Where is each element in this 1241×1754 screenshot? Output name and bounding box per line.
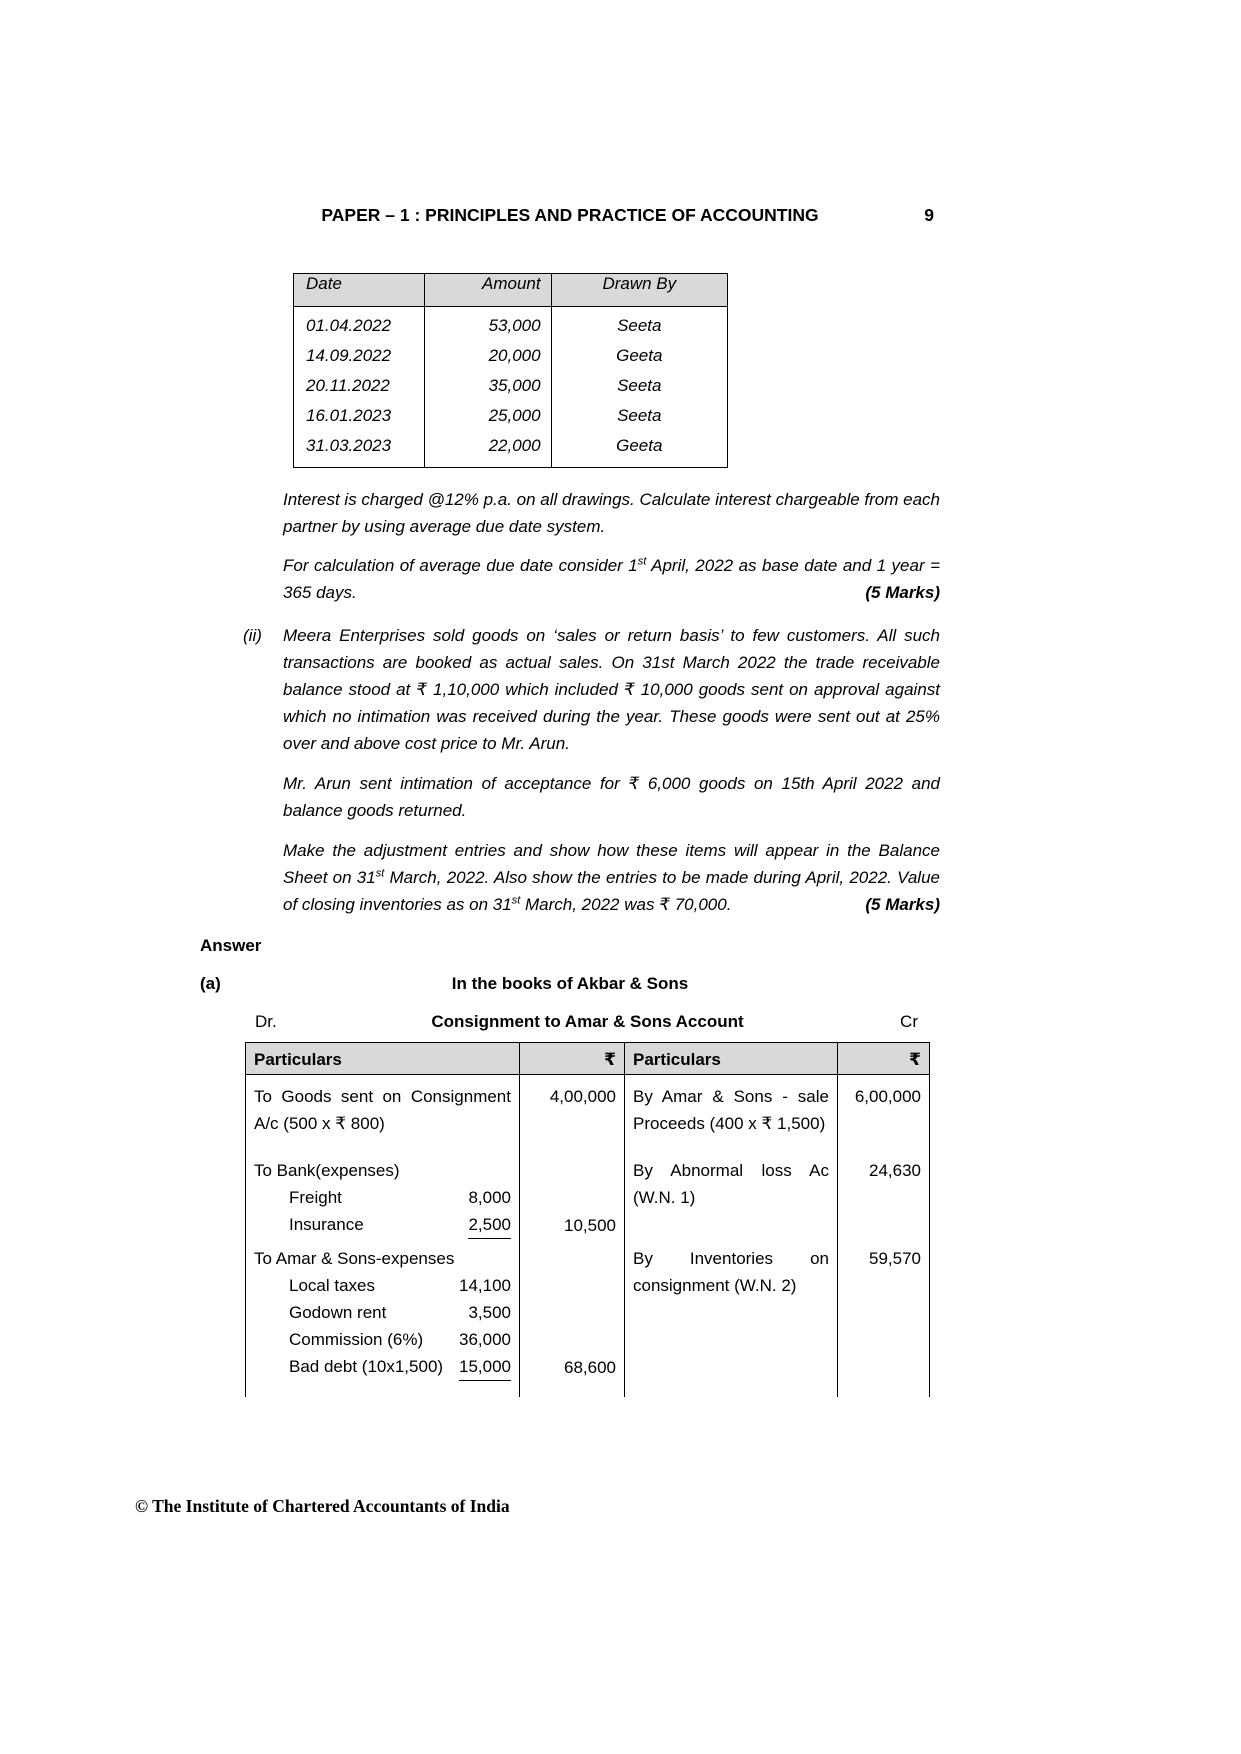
page-title: PAPER – 1 : PRINCIPLES AND PRACTICE OF ACCOUNTING [321,205,819,225]
credit-particulars: By Amar & Sons - sale Proceeds (400 x ₹ 1,500) [625,1075,838,1137]
amount-cell: 35,000 [488,376,541,395]
question-i-paragraph-2 [283,552,940,606]
credit-amount: 6,00,000 [838,1075,930,1137]
question-ii-paragraph-3 [283,837,940,918]
debit-sub-item [254,1299,511,1326]
paragraph-text: For calculation of average due date consider 1 [283,556,638,575]
account-row-1 [245,1075,930,1137]
question-ii-number: (ii) [243,626,262,645]
sub-item-name: Freight [289,1188,342,1207]
debit-line: To Bank(expenses) [254,1161,400,1180]
answer-part-row [200,974,940,998]
debit-line: To Amar & Sons-expenses [254,1249,455,1268]
account-table-header [245,1042,930,1075]
cr-label: Cr [900,1012,918,1031]
debit-amount-wrap [520,1137,625,1239]
debit-sub-item [254,1184,511,1211]
sub-item-value: 2,500 [468,1211,511,1239]
marks-label: (5 Marks) [865,583,940,602]
debit-amount: 10,500 [564,1216,616,1235]
paragraph-text: Make the adjustment entries and show how these items will appear in the Balance Sheet on 31 [283,841,940,887]
date-cell: 14.09.2022 [306,346,392,365]
date-cell: 20.11.2022 [306,376,390,395]
amount-cell: 22,000 [488,436,541,455]
superscript: st [637,555,647,568]
date-cell: 16.01.2023 [306,406,392,425]
debit-amount: 68,600 [564,1358,616,1377]
marks-label: (5 Marks) [865,895,940,914]
part-a-label: (a) [200,974,221,993]
debit-sub-item [254,1211,511,1239]
header-rupee-credit: ₹ [838,1042,930,1075]
debit-amount-wrap [520,1239,625,1397]
account-row-3 [245,1239,930,1397]
col-header-amount: Amount [424,274,551,307]
credit-amount: 59,570 [838,1239,930,1397]
debit-sub-item [254,1326,511,1353]
header-rupee-debit: ₹ [520,1042,625,1075]
page-content [200,205,940,1397]
account-title-row [245,1012,930,1036]
drawn-by-cell: Geeta [616,346,663,365]
question-ii-paragraph-2: Mr. Arun sent intimation of acceptance for ₹ 6,000 goods on 15th April 2022 and balance goods returned. [283,774,940,820]
superscript: st [375,867,385,880]
header-particulars-debit: Particulars [245,1042,520,1075]
drawn-by-cell: Seeta [617,316,662,335]
page-number: 9 [924,205,934,225]
debit-sub-item [254,1272,511,1299]
header-particulars-credit: Particulars [625,1042,838,1075]
credit-particulars: By Abnormal loss Ac (W.N. 1) [625,1137,838,1239]
amount-cell: 53,000 [488,316,541,335]
books-title: In the books of Akbar & Sons [451,974,689,993]
sub-item-name: Commission (6%) [289,1330,424,1349]
copyright-footer: © The Institute of Chartered Accountants of India [135,1496,510,1516]
drawn-by-cell: Geeta [616,436,663,455]
superscript: st [511,894,521,907]
sub-item-name: Local taxes [289,1276,375,1295]
amount-cell: 25,000 [488,406,541,425]
sub-item-name: Bad debt (10x1,500) [289,1357,444,1376]
account-title: Consignment to Amar & Sons Account [431,1012,744,1031]
page-header [200,205,940,229]
debit-sub-item [254,1353,511,1381]
sub-item-value: 36,000 [459,1330,511,1349]
paragraph-text: April, 2022 as base date and 1 year = 365 days. [283,556,940,602]
account-row-2 [245,1137,930,1239]
drawings-table-header [294,274,728,307]
question-ii-body [283,622,940,918]
debit-particulars: To Goods sent on Consignment A/c (500 x ₹ 800) [245,1075,520,1137]
sub-item-value: 15,000 [459,1353,511,1381]
answer-heading: Answer [200,936,262,955]
sub-item-value: 8,000 [468,1188,511,1207]
consignment-account-table [245,1042,930,1397]
drawings-table [293,273,728,468]
paragraph-text: March, 2022. Also show the entries to be made during April, 2022. Value of closing inventories as on 31 [283,868,940,914]
question-ii-paragraph-1: Meera Enterprises sold goods on ‘sales or return basis’ to few customers. All such transactions are booked as actual sales. On 31st March 2022 the trade receivable balance stood at ₹ 1,10,000 which included ₹ 10,000 goods sent on approval against which no intimation was received during the year. These goods were sent out at 25% over and above cost price to Mr. Arun. [283,626,940,753]
date-cell: 31.03.2023 [306,436,392,455]
amount-column [424,307,551,468]
date-column [294,307,425,468]
paragraph-text: March, 2022 was ₹ 70,000. [520,895,732,914]
date-cell: 01.04.2022 [306,316,392,335]
drawn-by-cell: Seeta [617,376,662,395]
sub-item-value: 14,100 [459,1276,511,1295]
drawn-by-cell: Seeta [617,406,662,425]
question-ii-block [243,622,940,918]
debit-particulars [245,1239,520,1397]
sub-item-name: Godown rent [289,1303,387,1322]
credit-amount: 24,630 [838,1137,930,1239]
col-header-drawn-by: Drawn By [551,274,727,307]
credit-particulars: By Inventories on consignment (W.N. 2) [625,1239,838,1397]
sub-item-name: Insurance [289,1215,364,1234]
sub-item-value: 3,500 [468,1303,511,1322]
question-i-paragraph-1: Interest is charged @12% p.a. on all drawings. Calculate interest chargeable from each partner by using average due date system. [283,490,940,536]
amount-cell: 20,000 [488,346,541,365]
drawn-by-column [551,307,727,468]
col-header-date: Date [294,274,425,307]
debit-amount: 4,00,000 [520,1075,625,1137]
debit-particulars [245,1137,520,1239]
dr-label: Dr. [255,1012,277,1031]
